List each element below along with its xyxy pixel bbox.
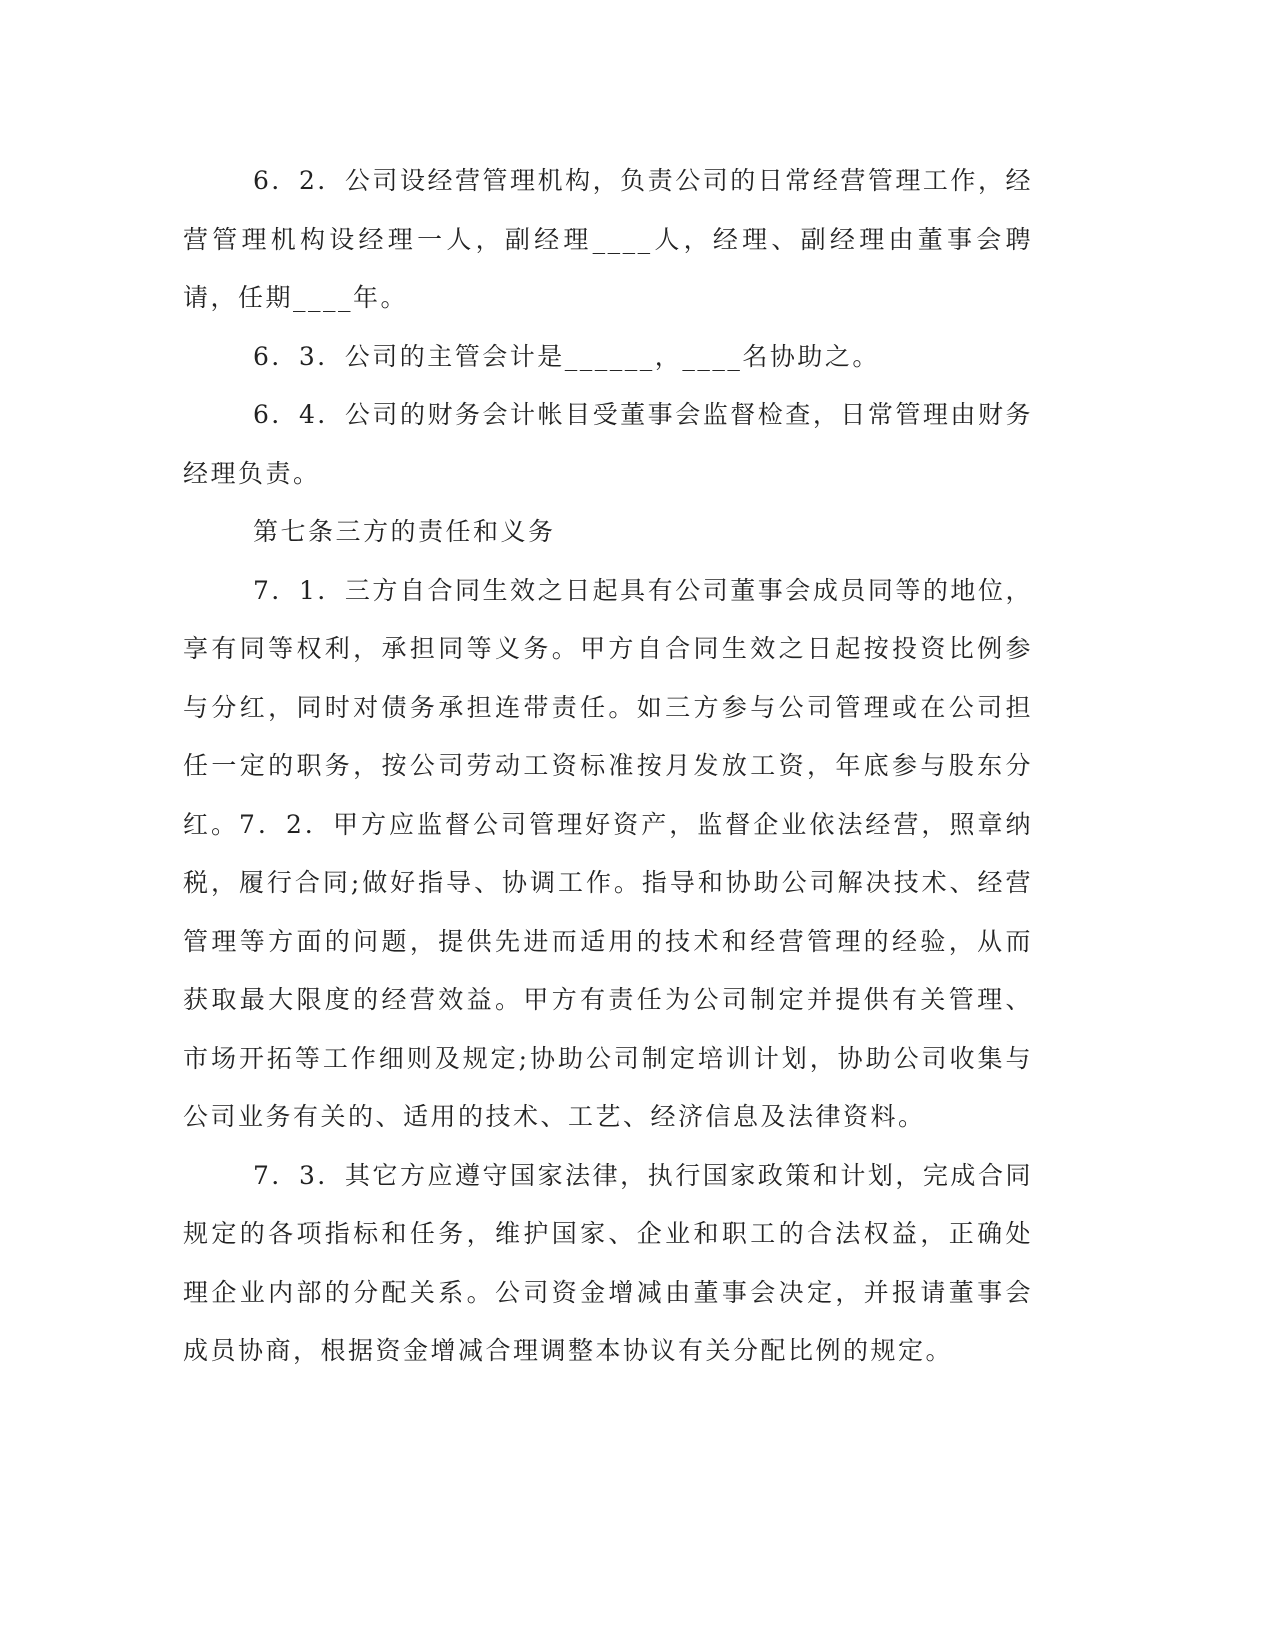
paragraph-7-1-7-2: 7．1．三方自合同生效之日起具有公司董事会成员同等的地位，享有同等权利，承担同等义务。甲方自合同生效之日起按投资比例参与分红，同时对债务承担连带责任。如三方参与公司管理或在公司担任一定的职务，按公司劳动工资标准按月发放工资，年底参与股东分红。7．2．甲方应监督公司管理好资产，监督企业依法经营，照章纳税，履行合同;做好指导、协调工作。指导和协助公司解决技术、经营管理等方面的问题，提供先进而适用的技术和经营管理的经验，从而获取最大限度的经营效益。甲方有责任为公司制定并提供有关管理、市场开拓等工作细则及规定;协助公司制定培训计划，协助公司收集与公司业务有关的、适用的技术、工艺、经济信息及法律资料。 [183, 575, 1033, 1131]
section-heading-article-7: 第七条三方的责任和义务 [253, 517, 556, 546]
document-body [183, 152, 1033, 1381]
paragraph-6-3: 6．3．公司的主管会计是______，____名协助之。 [253, 341, 880, 371]
paragraph-6-2: 6．2．公司设经营管理机构，负责公司的日常经营管理工作，经营管理机构设经理一人，副经理____人，经理、副经理由董事会聘请，任期____年。 [183, 166, 1033, 312]
paragraph-6-4: 6．4．公司的财务会计帐目受董事会监督检查，日常管理由财务经理负责。 [183, 400, 1033, 488]
paragraph-7-3: 7．3．其它方应遵守国家法律，执行国家政策和计划，完成合同规定的各项指标和任务，维护国家、企业和职工的合法权益，正确处理企业内部的分配关系。公司资金增减由董事会决定，并报请董事会成员协商，根据资金增减合理调整本协议有关分配比例的规定。 [183, 1160, 1033, 1365]
